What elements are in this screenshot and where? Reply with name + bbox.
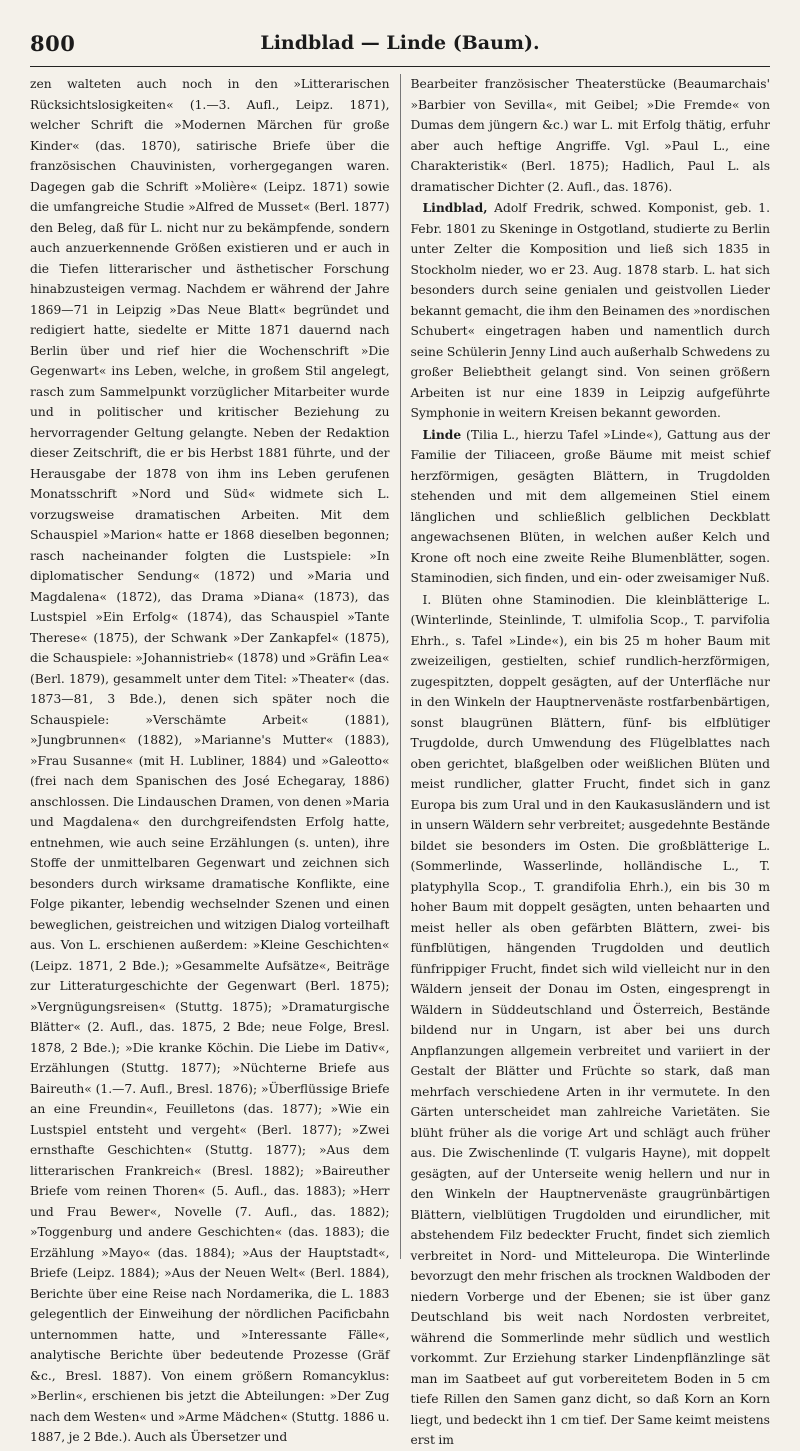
paragraph: zen walteten auch noch in den »Litterarischen Rücksichtslosigkeiten« (1.—3. Aufl., Leipz. 1871), welcher Schrift die »Modernen Märchen für große Kinder« (das. 1870), satirische Briefe über die französischen Chauvinisten, vorhergegangen waren. Dagegen gab die Schrift »Molière« (Leipz. 1871) sowie die umfangreiche Studie »Alfred de Musset« (Berl. 1877) den Beleg, daß für L. nicht nur zu bekämpfende, sondern auch anzuerkennende Größen existieren und er auch in die Tiefen litterarischer und ästhetischer Forschung hinabzusteigen vermag. Nachdem er während der Jahre 1869—71 in Leipzig »Das Neue Blatt« begründet und redigiert hatte, siedelte er Mitte 1871 dauernd nach Berlin über und rief hier die Wochenschrift »Die Gegenwart« ins Leben, welche, in großem Stil angelegt, rasch zum Sammelpunkt vorzüglicher Mitarbeiter wurde und in politischer und kritischer Beziehung zu hervorragender Geltung gelangte. Neben der Redaktion dieser Zeitschrift, die er bis Herbst 1881 führte, und der Herausgabe der 1878 von ihm ins Leben gerufenen Monatsschrift »Nord und Süd« widmete sich L. vorzugsweise dramatischen Arbeiten. Mit dem Schauspiel »Marion« hatte er 1868 dieselben begonnen; rasch nacheinander folgten die Lustspiele: »In diplomatischer Sendung« (1872) und »Maria und Magdalena« (1872), das Drama »Diana« (1873), das Lustspiel »Ein Erfolg« (1874), das Schauspiel »Tante Therese« (1875), der Schwank »Der Zankapfel« (1875), die Schauspiele: »Johannistrieb« (1878) und »Gräfin Lea« (Berl. 1879), gesammelt unter dem Titel: »Theater« (das. 1873—81, 3 Bde.), denen sich später noch die Schauspiele: »Verschämte Arbeit« (1881), »Jungbrunnen« (1882), »Marianne's Mutter« (1883), »Frau Susanne« (mit H. Lubliner, 1884) und »Galeotto« (frei nach dem Spanischen des José Echegaray, 1886) anschlossen. Die Lindauschen Dramen, von denen »Maria und Magdalena« den durchgreifendsten Erfolg hatte, entnehmen, wie auch seine Erzählungen (s. unten), ihre Stoffe der unmittelbaren Gegenwart und zeichnen sich besonders durch wirksame dramatische Konflikte, eine Folge pikanter, lebendig wechselnder Szenen und einen beweglichen, geistreichen und witzigen Dialog vorteilhaft aus. Von L. erschienen außerdem: »Kleine Geschichten« (Leipz. 1871, 2 Bde.); »Gesammelte Aufsätze«, Beiträge zur Litteraturgeschichte der Gegenwart (Berl. 1875); »Vergnügungsreisen« (Stuttg. 1875); »Dramaturgische Blätter« (2. Aufl., das. 1875, 2 Bde; neue Folge, Bresl. 1878, 2 Bde.); »Die kranke Köchin. Die Liebe im Dativ«, Erzählungen (Stuttg. 1877); »Nüchterne Briefe aus Baireuth« (1.—7. Aufl., Bresl. 1876); »Überflüssige Briefe an eine Freundin«, Feuilletons (das. 1877); »Wie ein Lustspiel entsteht und vergeht« (Berl. 1877); »Zwei ernsthafte Geschichten« (Stuttg. 1877); »Aus dem litterarischen Frankreich« (Bresl. 1882); »Baireuther Briefe vom reinen Thoren« (5. Aufl., das. 1883); »Herr und Frau Bewer«, Novelle (7. Aufl., das. 1882); »Toggenburg und andere Geschichten« (das. 1883); die Erzählung »Mayo« (das. 1884); »Aus der Hauptstadt«, Briefe (Leipz. 1884); »Aus der Neuen Welt« (Berl. 1884), Berichte über eine Reise nach Nordamerika, die L. 1883 gelegentlich der Einweihung der nördlichen Pacificbahn unternommen hatte, und »Interessante Fälle«, analytische Berichte über bedeutende Prozesse (Gräf &c., Bresl. 1887). Von einem größern Romancyklus: »Berlin«, erschienen bis jetzt die Abteilungen: »Der Zug nach dem Westen« und »Arme Mädchen« (Stuttg. 1886 u. 1887, je 2 Bde.). Auch als Übersetzer und [30,77,390,1444]
paragraph-text: I. Blüten ohne Staminodien. Die kleinblätterige L. (Winterlinde, Steinlinde, T. ulmifolia Scop., T. parvifolia Ehrh., s. Tafel »Linde«), ein bis 25 m hoher Baum mit zweizeiligen, gestielten, schief rundlich-herzförmigen, zugespitzten, doppelt gesägten, auf der Unterfläche nur in den Winkeln der Hauptnervenäste rostfarbenbärtigen, sonst blaugrünen Blättern, fünf- bis elfblütiger Trugdolde, durch Umwendung des Flügelblattes nach oben gerichtet, blaßgelben oder weißlichen Blüten und meist rundlicher, glatter Frucht, findet sich in ganz Europa bis zum Ural und in den Kaukasusländern und ist in unsern Wäldern sehr verbreitet; ausgedehnte Bestände bildet sie besonders im Osten. Die großblätterige L. (Sommerlinde, Wasserlinde, holländische L., T. platyphylla Scop., T. grandifolia Ehrh.), ein bis 30 m hoher Baum mit doppelt gesägten, unten behaarten und meist heller als oben gefärbten Blättern, zwei- bis fünfblütigen, hängenden Trugdolden und deutlich fünfrippiger Frucht, findet sich wild vielleicht nur in den Wäldern jenseit der Donau im Osten, eingesprengt in Wäldern in Süddeutschland und Österreich, Bestände bildend nur in Ungarn, ist aber bei uns durch Anpflanzungen allgemein verbreitet und variiert in der Gestalt der Blätter und Früchte so stark, daß man mehrfach verschiedene Arten in ihr vermutete. In den Gärten unterscheidet man zahlreiche Varietäten. Sie blüht früher als die vorige Art und schlägt auch früher aus. Die Zwischenlinde (T. vulgaris Hayne), mit doppelt gesägten, auf der Unterseite wenig hellern und nur in den Winkeln der Hauptnervenäste graugrünbärtigen Blättern, vielblütigen Trugdolden und eirundlicher, mit abstehendem Filz bedeckter Frucht, findet sich ziemlich verbreitet in Nord- und Mitteleuropa. Die Winterlinde bevorzugt den mehr frischen als trocknen Waldboden der niedern Vorberge und der Ebenen; sie ist über ganz Deutschland bis weit nach Nordosten verbreitet, während die Sommerlinde mehr südlich und westlich vorkommt. Zur Erziehung starker Lindenpflänzlinge sät man im Saatbeet auf gut vorbereitetem Boden in 5 cm tiefe Rillen den Samen ganz dicht, so daß Korn an Korn liegt, und bedeckt ihn 1 cm tief. Der Same keimt meistens erst im [410,592,770,1447]
right-column [410,74,771,1447]
headword: Linde [422,426,462,442]
paragraph-text: Adolf Fredrik, schwed. Komponist, geb. 1. Febr. 1801 zu Skeninge in Ostgotland, studierte zu Berlin unter Zelter die Komposition und ließ sich 1835 in Stockholm nieder, wo er 23. Aug. 1878 starb. L. hat sich besonders durch seine genialen und geistvollen Lieder bekannt gemacht, die ihm den Beinamen des »nordischen Schubert« eingetragen haben und namentlich durch seine Schülerin Jenny Lind auch außerhalb Schwedens zu großer Beliebtheit gelangt sind. Von seinen größern Arbeiten ist nur eine 1839 in Leipzig aufgeführte Symphonie in weitern Kreisen bekannt geworden. [410,201,770,420]
paragraph [411,590,771,1451]
paragraph-text: (Tilia L., hierzu Tafel »Linde«), Gattung aus der Familie der Tiliaceen, große Bäume mit meist schief herzförmigen, gesägten Blättern, in Trugdolden stehenden und mit dem allgemeinen Stiel einem länglichen und schließlich gelblichen Deckblatt angewachsenen Blüten, in welchen außer Kelch und Krone oft noch eine zweite Reihe Blumenblätter, sogen. Staminodien, sich finden, und ein- oder zweisamiger Nuß. [410,427,770,585]
left-column [30,74,390,1444]
page-header [30,20,770,67]
paragraph [411,74,771,197]
page-number: 800 [30,30,76,56]
entry-linde [411,425,771,589]
paragraph-text: Bearbeiter französischer Theaterstücke (Beaumarchais' »Barbier von Sevilla«, mit Geibel; »Die Fremde« von Dumas dem jüngern &c.) war L. mit Erfolg thätig, erfuhr aber auch heftige Angriffe. Vgl. »Paul L., eine Charakteristik« (Berl. 1875); Hadlich, Paul L. als dramatischer Dichter (2. Aufl., das. 1876). [410,77,770,194]
entry-lindblad [411,198,771,424]
column-divider [400,74,401,1259]
headword: Lindblad, [422,200,488,215]
text-columns [30,74,770,1447]
running-title: Lindblad — Linde (Baum). [260,32,540,54]
